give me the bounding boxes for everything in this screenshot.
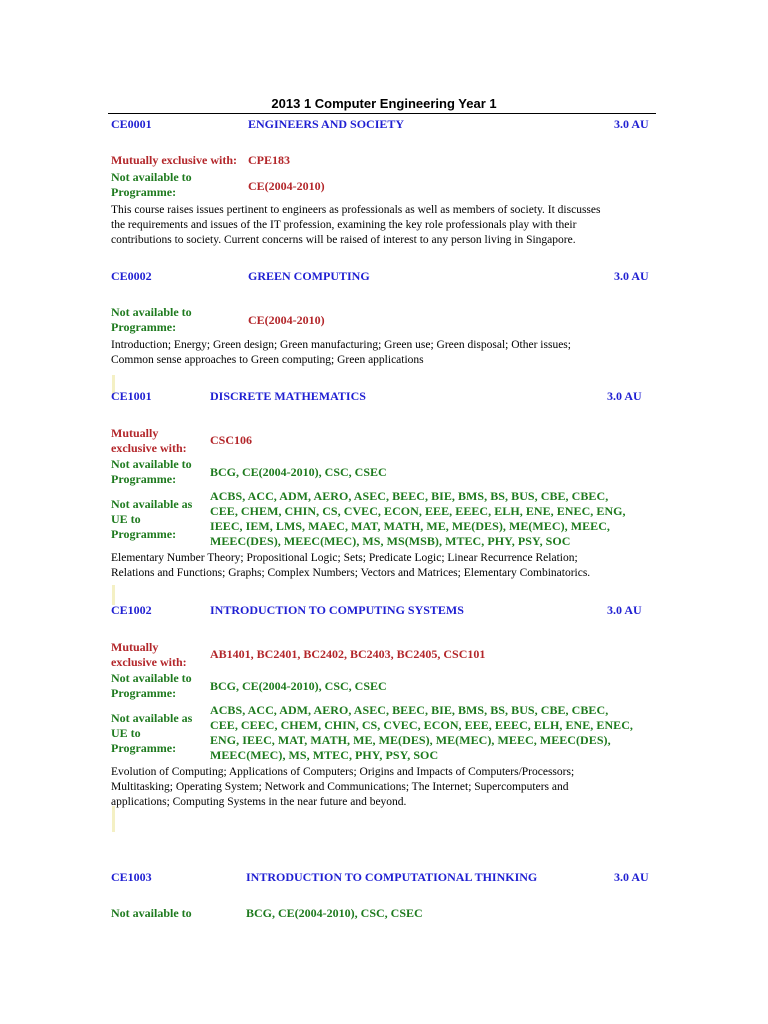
page-title: 2013 1 Computer Engineering Year 1 — [271, 96, 497, 111]
mutually-exclusive-value: CSC106 — [210, 433, 253, 447]
margin-highlight — [112, 585, 115, 605]
not-available-ue-label: Not available as UE to Programme: — [111, 497, 193, 541]
course-au: 3.0 AU — [614, 117, 649, 131]
course-code: CE1001 — [111, 389, 152, 403]
not-available-label: Not available to — [111, 906, 192, 920]
not-available-value: CE(2004-2010) — [248, 313, 325, 327]
not-available-value: CE(2004-2010) — [248, 179, 325, 193]
not-available-value: BCG, CE(2004-2010), CSC, CSEC — [246, 906, 423, 920]
mutually-exclusive-label: Mutually exclusive with: — [111, 426, 187, 455]
course-code: CE1002 — [111, 603, 152, 617]
mutually-exclusive-value: CPE183 — [248, 153, 290, 167]
not-available-ue-value: ACBS, ACC, ADM, AERO, ASEC, BEEC, BIE, BMS, BS, BUS, CBE, CBEC, CEE, CHEM, CHIN, CS, CVEC, ECON, EEE, EEEC, ELH, ENE, ENEC, ENG, IEEC, IEM, LMS, MAEC, MAT, MATH, ME, ME(DES), ME(MEC), MEEC, MEEC(DES), MEEC(MEC), MS, MS(MSB), MTEC, PHY, PSY, SOC — [210, 489, 626, 548]
not-available-ue-value: ACBS, ACC, ADM, AERO, ASEC, BEEC, BIE, BMS, BS, BUS, CBE, CBEC, CEE, CEEC, CHEM, CHIN, CS, CVEC, ECON, EEE, EEEC, ELH, ENE, ENEC, ENG, IEEC, MAT, MATH, ME, ME(DES), ME(MEC), MEEC, MEEC(DES), MEEC(MEC), MS, MTEC, PHY, PSY, SOC — [210, 703, 633, 762]
course-name: ENGINEERS AND SOCIETY — [248, 117, 405, 131]
course-description: Elementary Number Theory; Propositional Logic; Sets; Predicate Logic; Linear Recurrence Relation; Relations and Functions; Graphs; Complex Numbers; Vectors and Matrices; Elementary Combinatorics. — [111, 552, 591, 579]
mutually-exclusive-label: Mutually exclusive with: — [111, 153, 237, 167]
course-au: 3.0 AU — [614, 870, 649, 884]
course-au: 3.0 AU — [607, 389, 642, 403]
not-available-label: Not available to Programme: — [111, 305, 192, 334]
not-available-label: Not available to Programme: — [111, 671, 192, 700]
course-code: CE0001 — [111, 117, 152, 131]
course-name: GREEN COMPUTING — [248, 269, 370, 283]
not-available-label: Not available to Programme: — [111, 170, 192, 199]
course-code: CE1003 — [111, 870, 152, 884]
course-name: INTRODUCTION TO COMPUTING SYSTEMS — [210, 603, 464, 617]
course-name: DISCRETE MATHEMATICS — [210, 389, 366, 403]
not-available-label: Not available to Programme: — [111, 457, 192, 486]
course-description: Introduction; Energy; Green design; Green manufacturing; Green use; Green disposal; Other issues; Common sense approaches to Green computing; Green applications — [111, 339, 571, 366]
not-available-value: BCG, CE(2004-2010), CSC, CSEC — [210, 679, 387, 693]
mutually-exclusive-value: AB1401, BC2401, BC2402, BC2403, BC2405, CSC101 — [210, 647, 486, 661]
course-au: 3.0 AU — [607, 603, 642, 617]
course-description: Evolution of Computing; Applications of Computers; Origins and Impacts of Computers/Processors; Multitasking; Operating System; Network and Communications; The Internet; Supercomputers and applications; Computing Systems in the near future and beyond. — [111, 766, 575, 808]
title-divider — [108, 113, 656, 114]
not-available-ue-label: Not available as UE to Programme: — [111, 711, 193, 755]
mutually-exclusive-label: Mutually exclusive with: — [111, 640, 187, 669]
course-au: 3.0 AU — [614, 269, 649, 283]
course-description: This course raises issues pertinent to engineers as professionals as well as members of society. It discusses the requirements and issues of the IT profession, examining the key role professionals play with their contributions to society. Current concerns will be raised of interest to any person living in Singapore. — [111, 204, 601, 246]
not-available-value: BCG, CE(2004-2010), CSC, CSEC — [210, 465, 387, 479]
course-code: CE0002 — [111, 269, 152, 283]
course-name: INTRODUCTION TO COMPUTATIONAL THINKING — [246, 870, 538, 884]
